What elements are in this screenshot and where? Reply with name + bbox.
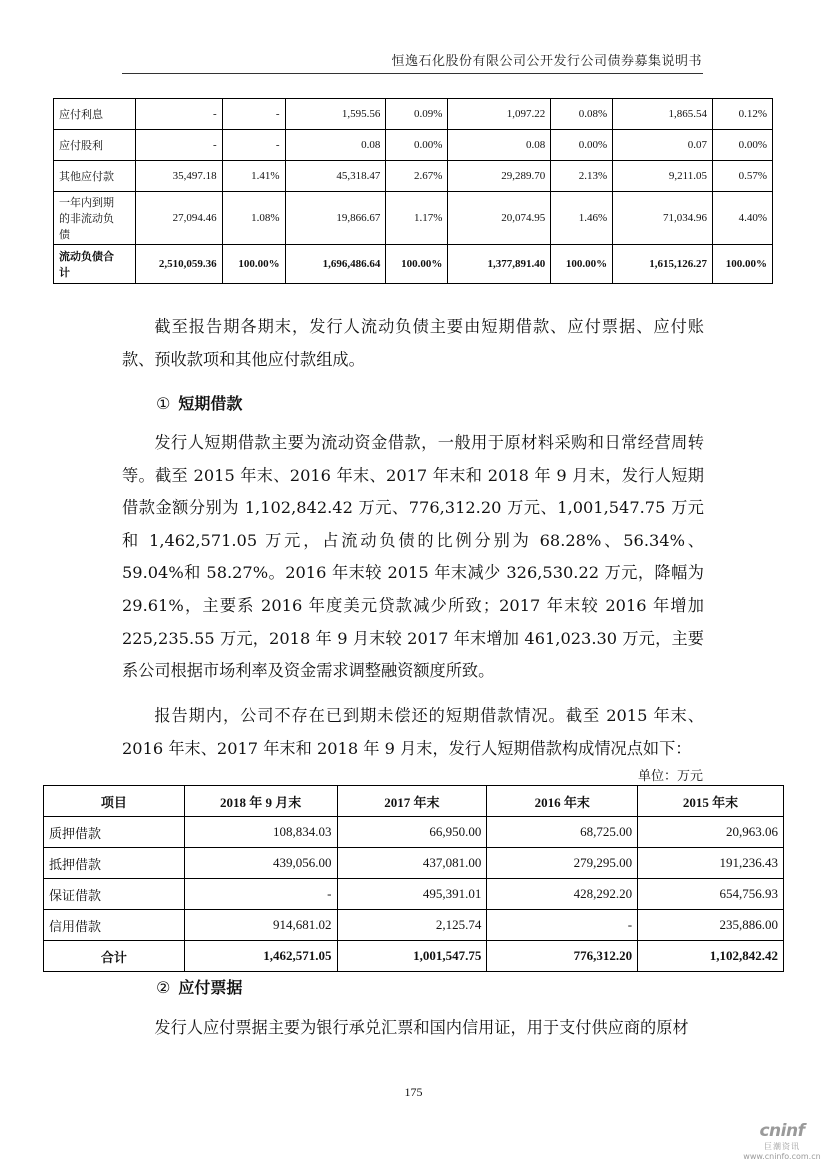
row-label-line: 的非流动负 bbox=[59, 213, 114, 225]
section-title: 应付票据 bbox=[178, 978, 243, 997]
table-cell: 20,074.95 bbox=[448, 192, 551, 245]
table-cell: 100.00% bbox=[551, 245, 613, 284]
header-rule bbox=[122, 73, 703, 74]
table-total-row bbox=[54, 245, 773, 284]
table-row bbox=[54, 99, 773, 130]
table-cell: 19,866.67 bbox=[285, 192, 386, 245]
column-header: 2018 年 9 月末 bbox=[184, 786, 337, 817]
table-cell: 1,865.54 bbox=[613, 99, 713, 130]
table-cell: 35,497.18 bbox=[135, 161, 222, 192]
table-cell: 914,681.02 bbox=[184, 910, 337, 941]
table-cell: 0.12% bbox=[712, 99, 772, 130]
table-row bbox=[44, 910, 784, 941]
table-cell: 27,094.46 bbox=[135, 192, 222, 245]
logo-url: www.cninfo.com.cn bbox=[743, 1152, 821, 1161]
table-cell: 1,102,842.42 bbox=[638, 941, 784, 972]
table-cell: - bbox=[135, 99, 222, 130]
table-cell: - bbox=[487, 910, 638, 941]
table-cell: 20,963.06 bbox=[638, 817, 784, 848]
table-cell: 68,725.00 bbox=[487, 817, 638, 848]
table-cell: 654,756.93 bbox=[638, 879, 784, 910]
section-heading-short-term-loans bbox=[156, 391, 242, 414]
paragraph-notes-payable bbox=[122, 1012, 704, 1045]
row-label bbox=[54, 192, 136, 245]
row-label: 信用借款 bbox=[44, 910, 185, 941]
liabilities-table bbox=[53, 98, 773, 284]
logo-brand: cninf bbox=[759, 1121, 805, 1141]
table-cell: 1,615,126.27 bbox=[613, 245, 713, 284]
paragraph-text: 报告期内，公司不存在已到期未偿还的短期借款情况。截至 2015 年末、2016 年末、2017 年末和 2018 年 9 月末，发行人短期借款构成情况点如下： bbox=[122, 706, 704, 758]
table-cell: 2.13% bbox=[551, 161, 613, 192]
section-number: ② bbox=[156, 978, 171, 997]
table-cell: 9,211.05 bbox=[613, 161, 713, 192]
table-cell: 1,696,486.64 bbox=[285, 245, 386, 284]
paragraph-short-term-loans bbox=[122, 427, 704, 688]
table-cell: 191,236.43 bbox=[638, 848, 784, 879]
page-number: 175 bbox=[404, 1085, 423, 1099]
row-label: 抵押借款 bbox=[44, 848, 185, 879]
row-label-line: 流动负债合 bbox=[59, 251, 114, 263]
column-header: 2017 年末 bbox=[337, 786, 487, 817]
table-cell: 0.57% bbox=[712, 161, 772, 192]
table-cell: 0.08 bbox=[448, 130, 551, 161]
column-header: 2016 年末 bbox=[487, 786, 638, 817]
table-header-row bbox=[44, 786, 784, 817]
table-cell: 2,510,059.36 bbox=[135, 245, 222, 284]
document-header-title: 恒逸石化股份有限公司公开发行公司债券募集说明书 bbox=[391, 54, 702, 69]
table-row bbox=[44, 848, 784, 879]
row-label-line: 一年内到期 bbox=[59, 197, 114, 209]
row-label bbox=[54, 245, 136, 284]
section-number: ① bbox=[156, 394, 171, 413]
table-cell: 1.41% bbox=[222, 161, 285, 192]
table-cell: 0.08 bbox=[285, 130, 386, 161]
table-cell: 1,001,547.75 bbox=[337, 941, 487, 972]
column-header: 项目 bbox=[44, 786, 185, 817]
paragraph-liabilities-summary bbox=[122, 311, 704, 376]
row-label-line: 计 bbox=[59, 267, 70, 279]
table-row bbox=[54, 161, 773, 192]
row-label: 其他应付款 bbox=[54, 161, 136, 192]
row-label: 质押借款 bbox=[44, 817, 185, 848]
section-title: 短期借款 bbox=[178, 394, 243, 413]
table-cell: 279,295.00 bbox=[487, 848, 638, 879]
column-header: 2015 年末 bbox=[638, 786, 784, 817]
logo-chinese-name: 巨潮资讯 bbox=[764, 1142, 800, 1151]
section-heading-notes-payable bbox=[156, 975, 242, 998]
table-cell: 439,056.00 bbox=[184, 848, 337, 879]
table-cell: 0.08% bbox=[551, 99, 613, 130]
table-cell: 100.00% bbox=[386, 245, 448, 284]
table-cell: 2,125.74 bbox=[337, 910, 487, 941]
table-cell: 2.67% bbox=[386, 161, 448, 192]
table-cell: 0.07 bbox=[613, 130, 713, 161]
paragraph-loan-composition-intro bbox=[122, 700, 704, 765]
table-cell: 0.00% bbox=[551, 130, 613, 161]
row-label: 应付股利 bbox=[54, 130, 136, 161]
table-row bbox=[54, 192, 773, 245]
table-cell: 495,391.01 bbox=[337, 879, 487, 910]
paragraph-text: 截至报告期各期末，发行人流动负债主要由短期借款、应付票据、应付账款、预收款项和其他应付款组成。 bbox=[122, 317, 704, 369]
table-cell: - bbox=[184, 879, 337, 910]
table-cell: - bbox=[222, 99, 285, 130]
row-label: 应付利息 bbox=[54, 99, 136, 130]
table-row bbox=[44, 817, 784, 848]
table-cell: 1.08% bbox=[222, 192, 285, 245]
table-cell: 100.00% bbox=[712, 245, 772, 284]
table-cell: 0.00% bbox=[712, 130, 772, 161]
table-cell: 1,462,571.05 bbox=[184, 941, 337, 972]
table-cell: 1,097.22 bbox=[448, 99, 551, 130]
table-cell: 437,081.00 bbox=[337, 848, 487, 879]
paragraph-text: 发行人应付票据主要为银行承兑汇票和国内信用证，用于支付供应商的原材 bbox=[154, 1018, 689, 1037]
table-cell: 4.40% bbox=[712, 192, 772, 245]
table-cell: 0.00% bbox=[386, 130, 448, 161]
table-cell: 108,834.03 bbox=[184, 817, 337, 848]
table-cell: 29,289.70 bbox=[448, 161, 551, 192]
table-cell: 1.46% bbox=[551, 192, 613, 245]
row-label-line: 债 bbox=[59, 229, 70, 241]
row-label: 保证借款 bbox=[44, 879, 185, 910]
unit-label: 单位：万元 bbox=[637, 769, 703, 784]
table-cell: 235,886.00 bbox=[638, 910, 784, 941]
table-cell: 1.17% bbox=[386, 192, 448, 245]
table-cell: - bbox=[222, 130, 285, 161]
table-cell: 71,034.96 bbox=[613, 192, 713, 245]
row-label: 合计 bbox=[44, 941, 185, 972]
table-cell: 1,377,891.40 bbox=[448, 245, 551, 284]
table-cell: 100.00% bbox=[222, 245, 285, 284]
table-total-row bbox=[44, 941, 784, 972]
short-term-loans-table bbox=[43, 785, 784, 972]
paragraph-text: 发行人短期借款主要为流动资金借款，一般用于原材料采购和日常经营周转等。截至 2015 年末、2016 年末、2017 年末和 2018 年 9 月末，发行人短期借款金额分别为 1,102,842.42 万元、776,312.20 万元、1,001,547.75 万元和 1,462,571.05 万元，占流动负债的比例分别为 68.28%、56.34%、59.04%和 58.27%。2016 年末较 2015 年末减少 326,530.22 万元，降幅为 29.61%，主要系 2016 年度美元贷款减少所致；2017 年末较 2016 年增加 225,235.55 万元，2018 年 9 月末较 2017 年末增加 461,023.30 万元，主要系公司根据市场利率及资金需求调整融资额度所致。 bbox=[122, 433, 704, 681]
table-cell: 0.09% bbox=[386, 99, 448, 130]
table-cell: 1,595.56 bbox=[285, 99, 386, 130]
table-cell: 776,312.20 bbox=[487, 941, 638, 972]
table-cell: - bbox=[135, 130, 222, 161]
table-row bbox=[44, 879, 784, 910]
table-cell: 66,950.00 bbox=[337, 817, 487, 848]
table-cell: 45,318.47 bbox=[285, 161, 386, 192]
cninfo-logo bbox=[743, 1121, 821, 1161]
table-cell: 428,292.20 bbox=[487, 879, 638, 910]
table-row bbox=[54, 130, 773, 161]
